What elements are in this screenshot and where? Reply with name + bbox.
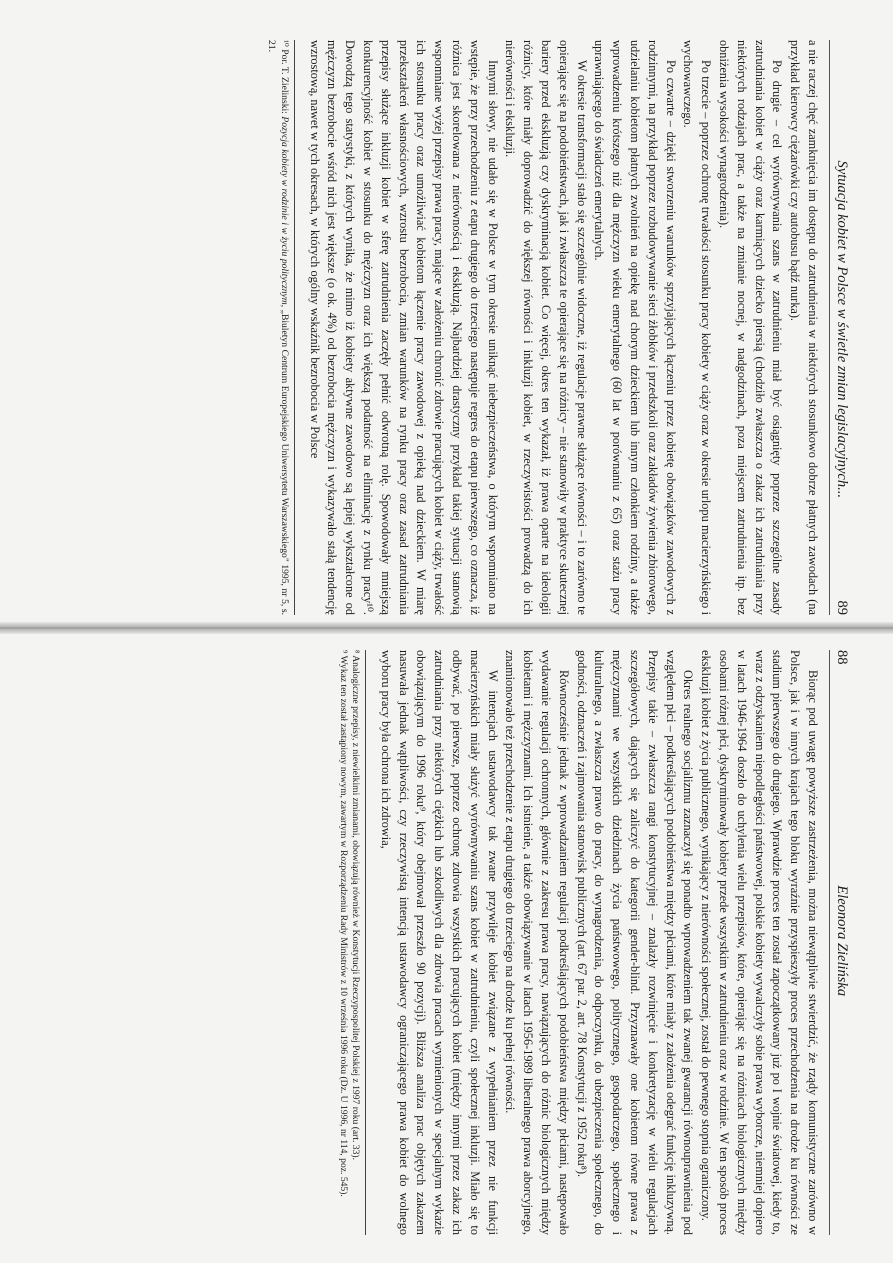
paragraph: Okres realnego socjalizmu zaznaczył się ponadto wprowadzeniem tak zwanej gwarancji równouprawnienia pod względem płci – podkreślających podobieństwa między płciami, które miały z założenia odegrać funkcję inkluzywną. Przepisy takie – zwłaszcza rangi konstytucyjnej – znalazły rozwinięcie i konkretyzację w wielu regulacjach szczegółowych, dających się zaliczyć do kategorii gender-blind. Przyznawały one kobietom równe prawa z mężczyznami we wszystkich dziedzinach życia państwowego, politycznego, gospodarczego, społecznego i kulturalnego, a zwłaszcza prawo do pracy, do wynagrodzenia, do odpoczynku, do ubezpieczenia społecznego, do godności, odznaczeń i zajmowania stanowisk publicznych (art. 67 par. 2, art. 78 Konstytucji z 1952 roku⁸).: [574, 650, 696, 1235]
binding-gutter: [0, 622, 893, 634]
right-page: [40, 40, 850, 615]
page-number-89: 89: [834, 600, 850, 615]
paragraph: Równocześnie jednak z wprowadzaniem regulacji podkreślających podobieństwa między płciami, następowało wydawanie regulacji ochronnych, głównie z zakresu prawa pracy, nawiązujących do różnic biologicznych między kobietami i mężczyznami. Ich istnienie, a także obowiązywanie w latach 1956-1989 liberalnego prawa aborcyjnego, znamionowało też przechodzenie z etapu drugiego do trzeciego na drodze ku pełnej równości.: [503, 650, 571, 1235]
footnote-10-title: Pozycja kobiety w rodzinie i w życiu politycznym: [278, 116, 290, 305]
author-name: Eleonora Zielińska: [834, 885, 850, 997]
paragraph: a nie raczej chęć zamknięcia im dostępu do zatrudnienia w niektórych stosunkowo dobrze płatnych zawodach (na przykład kierowcy ciężarówki czy autobusu bądź nurka).: [788, 40, 820, 615]
paragraph: Biorąc pod uwagę powyższe zastrzeżenia, można niewątpliwie stwierdzić, że rządy komunistyczne zarówno w Polsce, jak i w innych krajach tego bloku wyraźnie przyspieszyły proces przechodzenia na drodze ku równości ze stadium pierwszego do drugiego. Wprawdzie proces ten został zapoczątkowany już po I wojnie światowej, kiedy to, wraz z odzyskaniem niepodległości państwowej, polskie kobiety wywalczyły sobie prawa wyborcze, niemniej dopiero w latach 1946-1964 doszło do uchylenia wielu przepisów, które, opierając się na różnicach biologicznych między osobami różnej płci, dyskryminowały kobiety przede wszystkim w zatrudnieniu oraz w rodzinie. W ten sposób proces ekskluzji kobiet z życia publicznego, wynikający z nierówności społecznej, został do pewnego stopnia ograniczony.: [699, 650, 820, 1235]
paragraph: Innymi słowy, nie udało się w Polsce w tym okresie uniknąć niebezpieczeństwa, o którym wspomniano na wstępie, że przy przechodzeniu z etapu drugiego do trzeciego następuje regres do etapu pierwszego, co oznacza, iż różnica jest skorelowana z nierównością i ekskluzją. Najbardziej drastyczny przykład takiej sytuacji stanowią wspomniane wyżej przepisy prawa pracy, mające w założeniu chronić zdrowie pracujących kobiet w ciąży, trwałość ich stosunku pracy oraz umożliwiać kobietom łączenie pracy zawodowej z opieką nad dzieckiem. W miarę przekształceń własnościowych, wzrostu bezrobocia, zmian warunków na rynku pracy oraz zasad zatrudniania przepisy służące inkluzji kobiet w sferę zatrudnienia zaczęły pełnić odwrotną rolę. Spowodowały mniejszą konkurencyjność kobiet w stosunku do mężczyzn oraz ich większą podatność na eliminację z rynku pracy¹⁰. Dowodzą tego statystyki, z których wynika, że mimo iż kobiety aktywne zawodowo są lepiej wykształcone od mężczyzn bezrobocie wśród nich jest większe (o ok. 4%) od bezrobocia mężczyzn i wykazywało stałą tendencję wzrostową, nawet w tych okresach, w których ogólny wskaźnik bezrobocia w Polsce: [307, 40, 500, 615]
footnote-10-prefix: ¹⁰ Por. T. Zielinski:: [278, 40, 290, 117]
left-footnotes: [336, 650, 366, 1235]
paragraph: Po drugie – cel wyrównywania szans w zatrudnieniu miał być osiągnięty poprzez szczególne zasady zatrudniania kobiet w ciąży oraz karmiących dziecko piersią (chodziło zwłaszcza o zakaz ich zatrudniania przy niektórych rodzajach prac, a także na zmianie nocnej, w nadgodzinach, poza miejscem zatrudnienia itp. bez obniżenia wysokości wynagrodzenia).: [717, 40, 785, 615]
right-running-head: [829, 40, 850, 615]
right-footnotes: [265, 40, 295, 615]
footnote-9: ⁹ Wykaz ten został zastąpiony nowym, zawartym w Rozporządzeniu Rady Ministrów z 10 września 1996 roku (Dz. U 1996, nr 114, poz. 545).: [337, 650, 349, 1197]
page-number-88: 88: [834, 650, 850, 665]
footnote-8: ⁸ Analogiczne przepisy, z niewielkimi zmianami, obowiązują również w Konstytucji Rzeczypospolitej Polskiej z 1997 roku (art. 33).: [350, 650, 362, 1160]
left-body: [376, 650, 821, 1235]
chapter-title: Sytuacja kobiet w Polsce w świetle zmian legislacyjnych...: [834, 160, 850, 498]
paragraph: Po trzecie – poprzez ochronę trwałości stosunku pracy kobiety w ciąży oraz w okresie urlopu macierzyńskiego i wychowawczego.: [681, 40, 714, 615]
left-running-head: [829, 650, 850, 1235]
paragraph: W okresie transformacji stało się szczególnie widoczne, iż regulacje prawne służące równości – i to zarówno te opierające się na podobieństwach, jak i zwłaszcza te opierające się na różnicy – nie stanowiły w praktyce skutecznej bariery przed ekskluzją czy dyskryminacją kobiet. Co więcej, okres ten wykazał, iż prawa oparte na ideologii różnicy, które miały doprowadzić do większej równości i inkluzji kobiet, w rzeczywistości prowadzą do ich nierówności i ekskluzji.: [503, 40, 589, 615]
paragraph: W intencjach ustawodawcy tak zwane przywileje kobiet związane z wypełnianiem przez nie funkcji macierzyńskich miały służyć wyrównywaniu szans kobiet w zatrudnieniu, czyli społecznej inkluzji. Miało się to odbywać, po pierwsze, poprzez ochronę zdrowia wszystkich pracujących kobiet (między innymi przez zakaz ich zatrudniania przy niektórych ciężkich lub szkodliwych dla zdrowia pracach wymienionych w specjalnym wykazie obowiązującym do 1996 roku⁹, który obejmował przeszło 90 pozycji). Bliższa analiza prac objętych zakazem nasuwała jednak wątpliwości, czy rzeczywistą intencją ustawodawcy ograniczającego prawa kobiet do wolnego wyboru pracy była ochrona ich zdrowia,: [378, 650, 500, 1235]
left-page: [40, 650, 850, 1235]
right-body: [305, 40, 821, 615]
footnote-10-suffix: , „Biuletyn Centrum Europejskiego Uniwersytetu Warszawskiego" 1995, nr 5, s. 21.: [266, 40, 290, 615]
footnote-10: [265, 40, 290, 615]
paragraph: Po czwarte – dzięki stworzeniu warunków sprzyjających łączeniu przez kobietę obowiązków zawodowych z rodzinnymi, na przykład poprzez rozbudowywanie sieci żłobków i przedszkoli oraz zakładów żywienia zbiorowego, udzielaniu kobietom płatnych zwolnień na opiekę nad chorym dzieckiem lub innym członkiem rodziny, a także wprowadzeniu krótszego niż dla mężczyzn wieku emerytalnego (60 lat w porównaniu z 65) oraz stażu pracy uprawniającego do świadczeń emerytalnych.: [592, 40, 678, 615]
